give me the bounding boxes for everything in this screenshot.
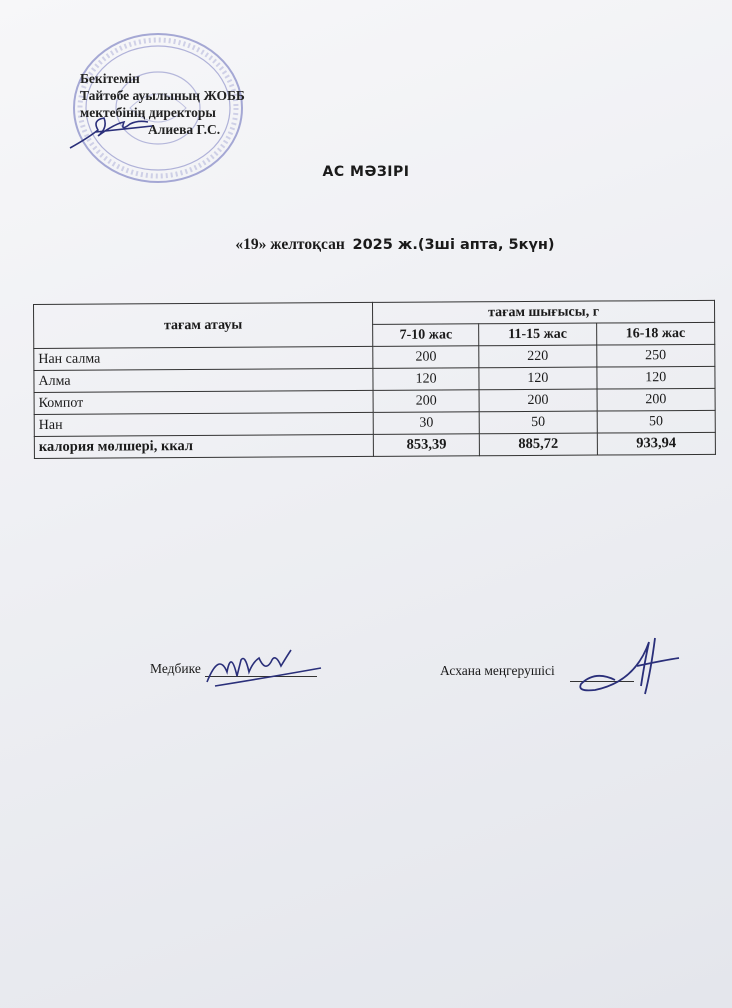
total-value: 885,72: [480, 433, 597, 456]
dish-value: 200: [373, 346, 479, 369]
approval-position: мектебінің директоры: [80, 105, 216, 120]
date-day: «19» желтоқсан: [235, 236, 345, 253]
dish-name: Нан салма: [34, 346, 373, 370]
date-line: [0, 236, 732, 254]
approval-line: Бекітемін: [80, 71, 140, 86]
table-total-row: [34, 432, 715, 458]
page-title: АС МӘЗІРІ: [322, 164, 410, 180]
dish-value: 120: [596, 366, 715, 389]
dish-value: 120: [479, 367, 596, 390]
approval-school: Тайтөбе ауылының ЖОББ: [80, 88, 245, 103]
nurse-label: Медбике: [150, 661, 201, 676]
dish-name: Компот: [34, 390, 373, 414]
total-label: калория мөлшері, ккал: [34, 434, 373, 458]
dish-value: 200: [373, 390, 479, 413]
column-header-output: тағам шығысы, г: [372, 300, 714, 324]
dish-value: 30: [373, 412, 479, 435]
total-value: 933,94: [597, 432, 716, 455]
nurse-signature: [205, 642, 325, 692]
dish-value: 200: [597, 388, 716, 411]
column-header-name: тағам атауы: [34, 302, 373, 348]
menu-table: [33, 300, 716, 459]
dish-value: 250: [596, 344, 715, 367]
column-header-age: 16-18 жас: [596, 322, 715, 345]
dish-name: Нан: [34, 412, 373, 436]
director-signature: [68, 110, 158, 154]
dish-value: 200: [479, 389, 596, 412]
canteen-head-label: Асхана меңгерушісі: [440, 663, 555, 678]
director-name: Алиева Г.С.: [148, 122, 221, 137]
dish-name: Алма: [34, 368, 373, 392]
dish-value: 120: [373, 368, 479, 391]
dish-value: 220: [479, 345, 596, 368]
dish-value: 50: [480, 411, 597, 434]
dish-value: 50: [597, 410, 716, 433]
date-week: 2025 ж.(3ші апта, 5күн): [352, 237, 555, 253]
column-header-age: 11-15 жас: [479, 323, 596, 346]
column-header-age: 7-10 жас: [373, 324, 479, 347]
canteen-signature: [575, 630, 685, 700]
total-value: 853,39: [373, 434, 479, 457]
